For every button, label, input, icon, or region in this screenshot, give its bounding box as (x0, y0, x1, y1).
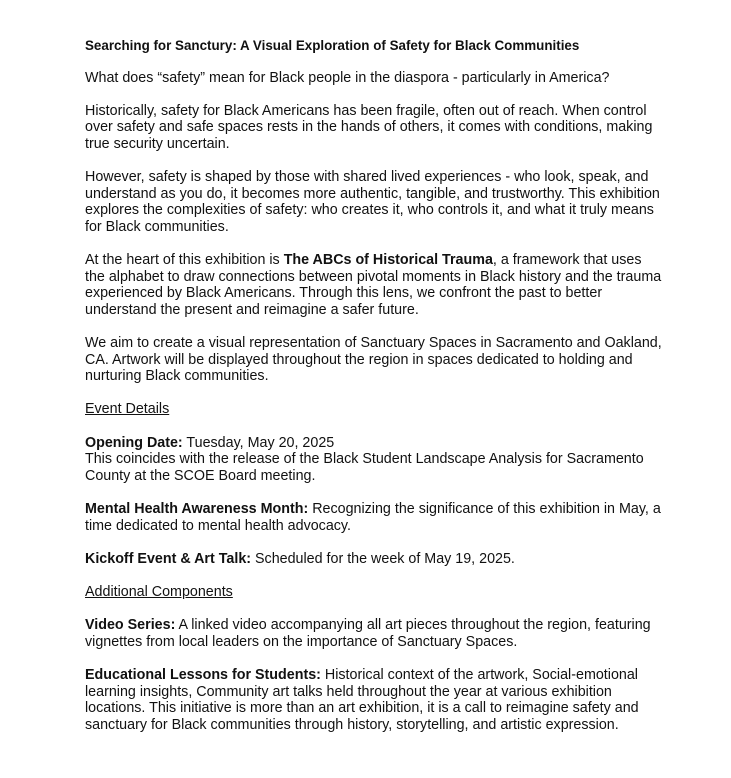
video-series-value: A linked video accompanying all art pieces throughout the region, featuring vignettes from local leaders on the importance of Sanctuary Spaces. (85, 617, 651, 650)
abc-framework-name: The ABCs of Historical Trauma (283, 252, 493, 269)
video-series-line (85, 617, 665, 650)
mental-health-label: Mental Health Awareness Month: (85, 501, 309, 518)
document-page (85, 38, 665, 750)
abc-text-before: At the heart of this exhibition is (85, 252, 284, 269)
paragraph-history: Historically, safety for Black Americans has been fragile, often out of reach. When control over safety and safe spaces rests in the hands of others, it comes with conditions, making true security uncertain. (85, 102, 653, 152)
educational-lessons-label: Educational Lessons for Students: (85, 666, 321, 683)
additional-components-heading: Additional Components (85, 584, 233, 600)
opening-date-block (85, 435, 665, 485)
mental-health-line (85, 501, 665, 534)
educational-lessons-value: Historical context of the artwork, Social-emotional learning insights, Community art talks held throughout the year at various exhibition locations. This initiative is more than an art exhibition, it is a call to reimagine safety and sanctuary for Black communities through history, storytelling, and artistic expression. (85, 666, 639, 733)
opening-date-note: This coincides with the release of the Black Student Landscape Analysis for Sacramento County at the SCOE Board meeting. (85, 451, 644, 484)
opening-date-line (85, 435, 665, 452)
educational-lessons-line (85, 667, 665, 733)
mental-health-value: Recognizing the significance of this exhibition in May, a time dedicated to mental health advocacy. (85, 501, 661, 534)
video-series-label: Video Series: (85, 617, 176, 634)
event-details-heading: Event Details (85, 401, 170, 418)
intro-question: What does “safety” mean for Black people in the diaspora - particularly in America? (85, 69, 610, 86)
document-title: Searching for Sanctury: A Visual Exploration of Safety for Black Communities (85, 38, 580, 53)
paragraph-abc-framework (85, 252, 665, 318)
abc-text-after: , a framework that uses the alphabet to draw connections between pivotal moments in Black history and the trauma experienced by Black Americans. Through this lens, we confront the past to better understand the present and reimagine a safer future. (85, 252, 662, 318)
opening-date-label: Opening Date: (85, 434, 183, 451)
kickoff-label: Kickoff Event & Art Talk: (85, 550, 252, 567)
kickoff-value: Scheduled for the week of May 19, 2025. (251, 550, 515, 567)
opening-date-value: Tuesday, May 20, 2025 (182, 434, 335, 451)
paragraph-aim: We aim to create a visual representation of Sanctuary Spaces in Sacramento and Oakland, CA. Artwork will be displayed throughout the region in spaces dedicated to holding and nurturing Black communities. (85, 335, 662, 385)
paragraph-shared-experience: However, safety is shaped by those with shared lived experiences - who look, speak, and understand as you do, it becomes more authentic, tangible, and trustworthy. This exhibition explores the complexities of safety: who creates it, who controls it, and what it truly means for Black communities. (85, 169, 660, 235)
kickoff-line (85, 551, 665, 568)
